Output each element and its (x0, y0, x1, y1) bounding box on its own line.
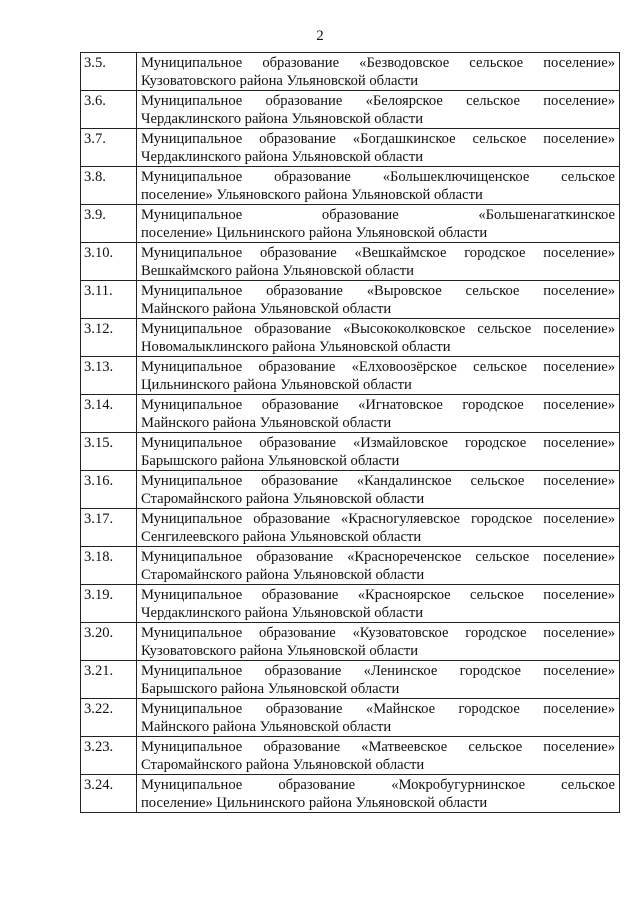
table-row (81, 167, 620, 205)
municipality-name-line1: Муниципальное образование «Красноярское сельское поселение» (141, 587, 615, 603)
page-number: 2 (316, 28, 324, 44)
table-row (81, 509, 620, 547)
municipality-name (137, 129, 620, 167)
table-row (81, 129, 620, 167)
row-number: 3.23. (81, 737, 137, 775)
row-number: 3.22. (81, 699, 137, 737)
row-number: 3.8. (81, 167, 137, 205)
table-row (81, 243, 620, 281)
municipality-name-line1: Муниципальное образование «Богдашкинское сельское поселение» (141, 131, 615, 147)
municipality-name-line1: Муниципальное образование «Высококолковское сельское поселение» (141, 321, 615, 337)
municipality-name (137, 737, 620, 775)
municipality-name (137, 53, 620, 91)
municipality-name-line1: Муниципальное образование «Майнское городское поселение» (141, 701, 615, 717)
table-row (81, 585, 620, 623)
municipality-name-line1: Муниципальное образование «Безводовское сельское поселение» (141, 55, 615, 71)
municipality-name-line2: поселение» Ульяновского района Ульяновской области (141, 187, 483, 203)
municipality-name-line2: Чердаклинского района Ульяновской области (141, 111, 424, 127)
row-number: 3.7. (81, 129, 137, 167)
table-row (81, 91, 620, 129)
municipality-name (137, 661, 620, 699)
municipality-name-line2: Старомайнского района Ульяновской области (141, 757, 425, 773)
row-number: 3.24. (81, 775, 137, 813)
row-number: 3.20. (81, 623, 137, 661)
municipality-name (137, 243, 620, 281)
municipality-name (137, 357, 620, 395)
municipality-name-line1: Муниципальное образование «Красногуляевское городское поселение» (141, 511, 615, 527)
row-number: 3.10. (81, 243, 137, 281)
row-number: 3.9. (81, 205, 137, 243)
municipality-name-line1: Муниципальное образование «Матвеевское сельское поселение» (141, 739, 615, 755)
table-row (81, 281, 620, 319)
municipality-name (137, 319, 620, 357)
table-row (81, 205, 620, 243)
municipality-name-line2: поселение» Цильнинского района Ульяновской области (141, 795, 488, 811)
municipality-name (137, 699, 620, 737)
table-row (81, 471, 620, 509)
municipality-name-line1: Муниципальное образование «Кузоватовское городское поселение» (141, 625, 615, 641)
row-number: 3.17. (81, 509, 137, 547)
table-row (81, 547, 620, 585)
municipality-name-line1: Муниципальное образование «Игнатовское городское поселение» (141, 397, 615, 413)
municipality-name (137, 471, 620, 509)
municipality-name-line2: Чердаклинского района Ульяновской области (141, 605, 424, 621)
municipality-name (137, 585, 620, 623)
table-row (81, 699, 620, 737)
municipality-name-line2: Чердаклинского района Ульяновской области (141, 149, 424, 165)
table-row (81, 433, 620, 471)
municipality-name-line2: Кузоватовского района Ульяновской области (141, 73, 419, 89)
row-number: 3.6. (81, 91, 137, 129)
table-row (81, 357, 620, 395)
table-row (81, 775, 620, 813)
municipality-name-line1: Муниципальное образование «Выровское сельское поселение» (141, 283, 615, 299)
municipality-name (137, 205, 620, 243)
row-number: 3.21. (81, 661, 137, 699)
table-row (81, 319, 620, 357)
row-number: 3.11. (81, 281, 137, 319)
municipality-name-line2: Майнского района Ульяновской области (141, 301, 392, 317)
municipality-name-line1: Муниципальное образование «Елховоозёрское сельское поселение» (141, 359, 615, 375)
row-number: 3.5. (81, 53, 137, 91)
municipality-name-line2: Майнского района Ульяновской области (141, 719, 392, 735)
municipality-name (137, 395, 620, 433)
municipality-name (137, 167, 620, 205)
municipality-name-line1: Муниципальное образование «Большенагаткинское (141, 207, 615, 223)
municipality-name (137, 281, 620, 319)
municipality-name-line2: Старомайнского района Ульяновской области (141, 567, 425, 583)
row-number: 3.14. (81, 395, 137, 433)
municipality-name-line2: Старомайнского района Ульяновской области (141, 491, 425, 507)
municipality-name (137, 509, 620, 547)
municipality-name (137, 623, 620, 661)
row-number: 3.18. (81, 547, 137, 585)
municipality-name-line2: Сенгилеевского района Ульяновской области (141, 529, 422, 545)
table-row (81, 395, 620, 433)
row-number: 3.19. (81, 585, 137, 623)
municipality-name-line1: Муниципальное образование «Большеключищенское сельское (141, 169, 615, 185)
municipality-name (137, 547, 620, 585)
row-number: 3.12. (81, 319, 137, 357)
municipality-name (137, 775, 620, 813)
municipality-name-line1: Муниципальное образование «Вешкаймское городское поселение» (141, 245, 615, 261)
municipality-name-line1: Муниципальное образование «Измайловское городское поселение» (141, 435, 615, 451)
table-row (81, 737, 620, 775)
municipality-name-line2: поселение» Цильнинского района Ульяновской области (141, 225, 488, 241)
municipality-name (137, 91, 620, 129)
municipality-name-line2: Новомалыклинского района Ульяновской области (141, 339, 451, 355)
row-number: 3.15. (81, 433, 137, 471)
municipality-name-line2: Барышского района Ульяновской области (141, 453, 400, 469)
municipality-name-line1: Муниципальное образование «Белоярское сельское поселение» (141, 93, 615, 109)
row-number: 3.16. (81, 471, 137, 509)
municipality-name-line1: Муниципальное образование «Кандалинское сельское поселение» (141, 473, 615, 489)
municipality-name-line1: Муниципальное образование «Краснореченское сельское поселение» (141, 549, 615, 565)
municipality-name-line2: Кузоватовского района Ульяновской области (141, 643, 419, 659)
municipality-name-line1: Муниципальное образование «Ленинское городское поселение» (141, 663, 615, 679)
municipality-name-line2: Майнского района Ульяновской области (141, 415, 392, 431)
municipality-name-line1: Муниципальное образование «Мокробугурнинское сельское (141, 777, 615, 793)
row-number: 3.13. (81, 357, 137, 395)
municipality-name-line2: Цильнинского района Ульяновской области (141, 377, 412, 393)
table-row (81, 623, 620, 661)
municipality-name-line2: Вешкаймского района Ульяновской области (141, 263, 414, 279)
municipality-name-line2: Барышского района Ульяновской области (141, 681, 400, 697)
municipalities-table (80, 52, 620, 813)
municipality-name (137, 433, 620, 471)
table-row (81, 53, 620, 91)
table-row (81, 661, 620, 699)
